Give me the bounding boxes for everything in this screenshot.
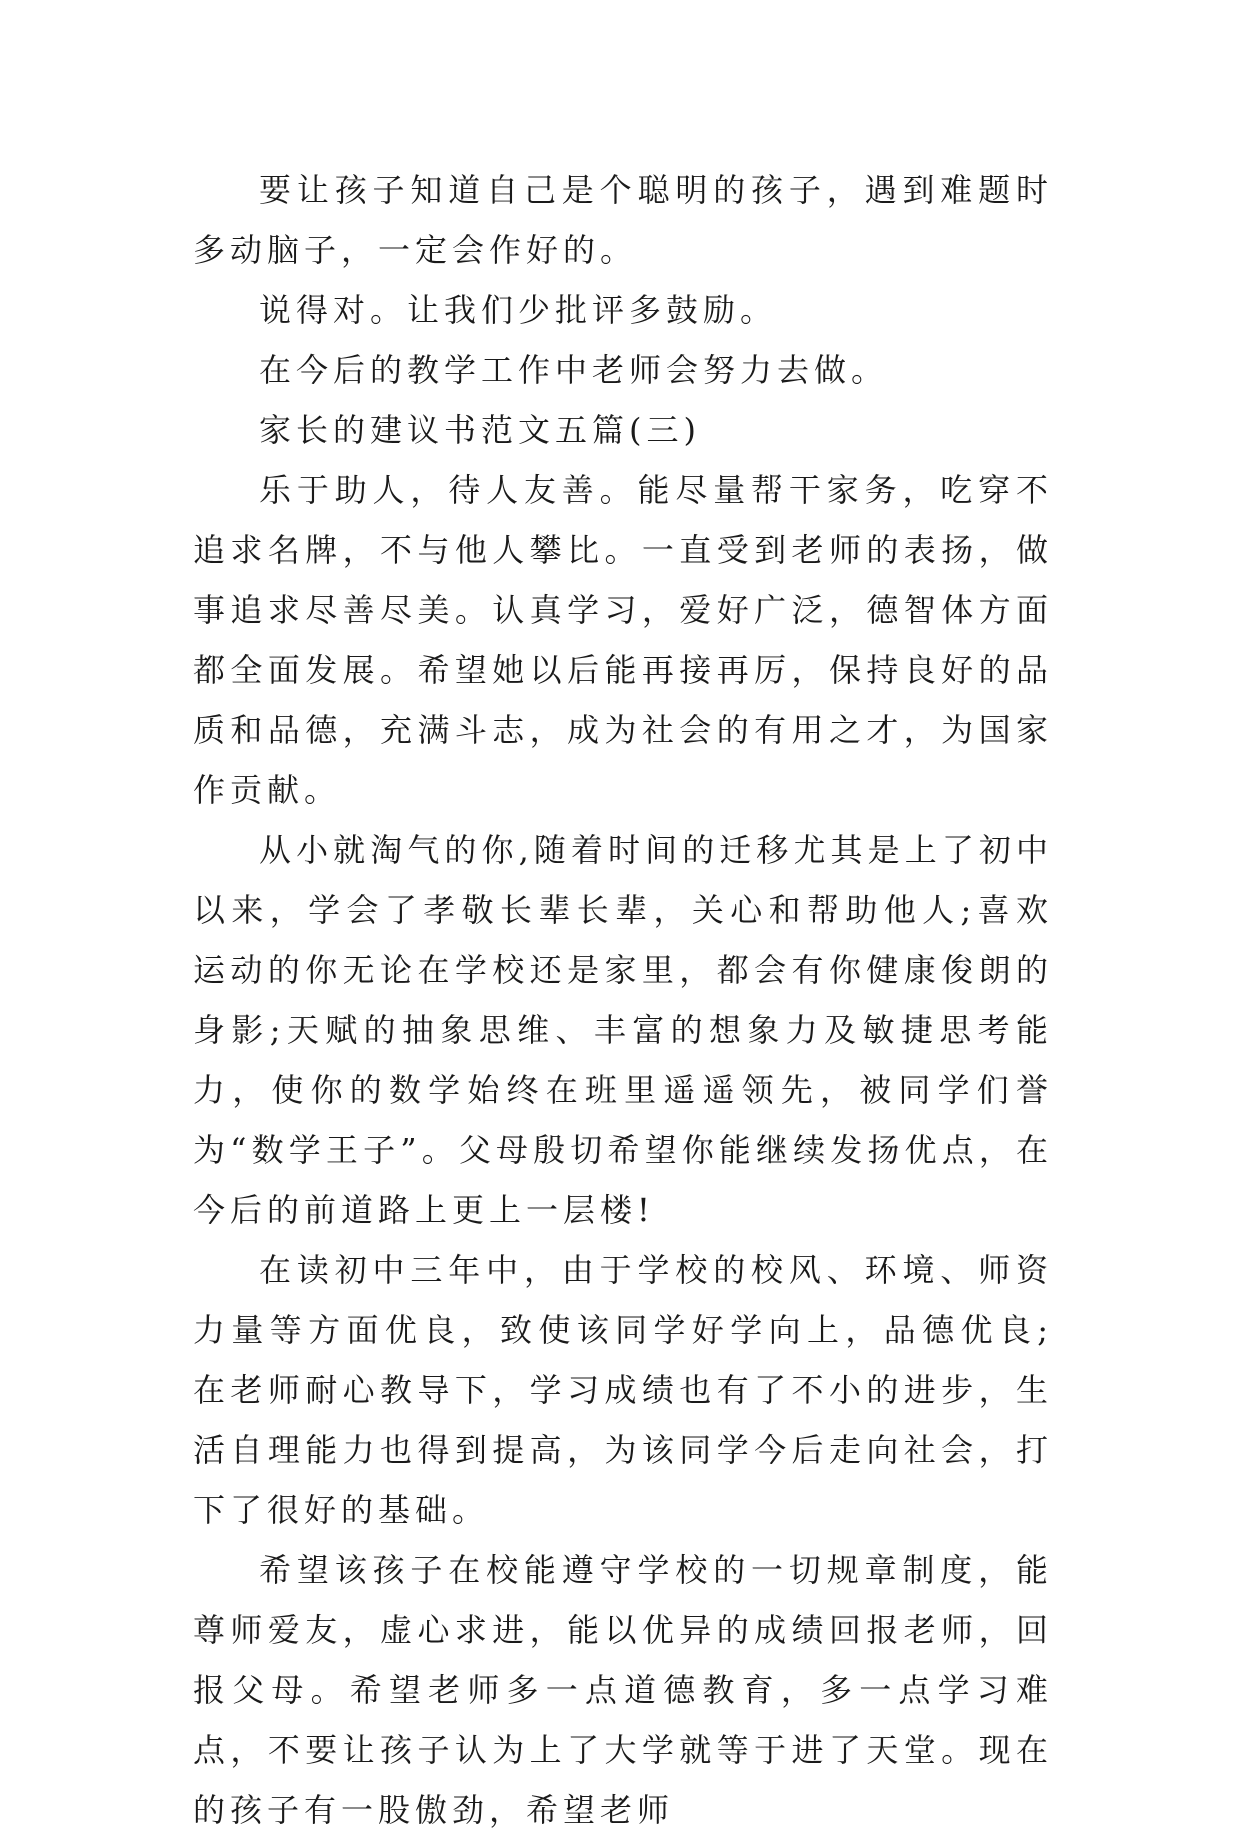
paragraph: 乐于助人，待人友善。能尽量帮干家务，吃穿不追求名牌，不与他人攀比。一直受到老师的表扬，做事追求尽善尽美。认真学习，爱好广泛，德智体方面都全面发展。希望她以后能再接再厉，保持良好的品质和品德，充满斗志，成为社会的有用之才，为国家作贡献。 <box>193 471 1053 809</box>
paragraph: 说得对。让我们少批评多鼓励。 <box>259 291 778 329</box>
paragraph: 在读初中三年中，由于学校的校风、环境、师资力量等方面优良，致使该同学好学向上，品德优良;在老师耐心教导下，学习成绩也有了不小的进步，生活自理能力也得到提高，为该同学今后走向社会，打下了很好的基础。 <box>193 1251 1053 1529</box>
paragraph: 希望该孩子在校能遵守学校的一切规章制度，能尊师爱友，虚心求进，能以优异的成绩回报老师，回报父母。希望老师多一点道德教育，多一点学习难点，不要让孩子认为上了大学就等于进了天堂。现在的孩子有一股傲劲，希望老师 <box>193 1551 1053 1829</box>
paragraph: 在今后的教学工作中老师会努力去做。 <box>259 351 889 389</box>
paragraph: 要让孩子知道自己是个聪明的孩子，遇到难题时多动脑子，一定会作好的。 <box>193 171 1053 269</box>
document-body <box>193 160 1053 1840</box>
paragraph: 从小就淘气的你,随着时间的迁移尤其是上了初中以来，学会了孝敬长辈长辈，关心和帮助他人;喜欢运动的你无论在学校还是家里，都会有你健康俊朗的身影;天赋的抽象思维、丰富的想象力及敏捷思考能力，使你的数学始终在班里遥遥领先，被同学们誉为“数学王子”。父母殷切希望你能继续发扬优点，在今后的前道路上更上一层楼! <box>193 831 1053 1229</box>
section-heading: 家长的建议书范文五篇(三) <box>259 411 701 449</box>
